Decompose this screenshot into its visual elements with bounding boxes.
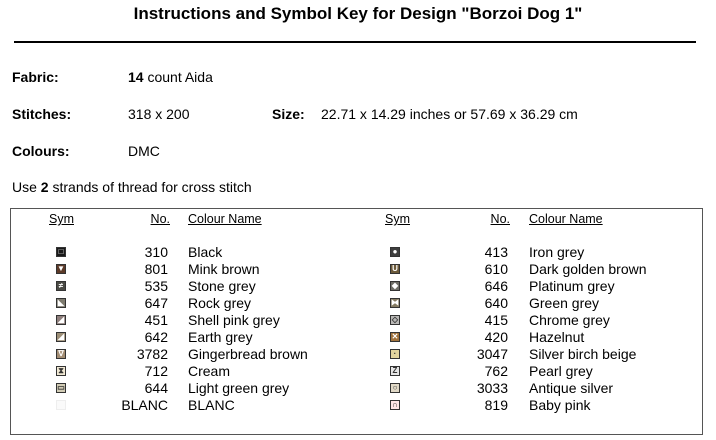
colour-name: BLANC — [188, 397, 235, 413]
colour-name: Iron grey — [529, 244, 585, 260]
colour-name: Shell pink grey — [188, 312, 280, 328]
colour-name: Platinum grey — [529, 278, 615, 294]
dmc-number: 420 — [484, 329, 508, 345]
color-symbol-icon: □ — [56, 247, 66, 257]
dmc-number: 310 — [144, 244, 168, 260]
colour-name: Chrome grey — [529, 312, 610, 328]
color-symbol-icon: ⧗ — [56, 366, 66, 376]
dmc-number: 646 — [484, 278, 508, 294]
dmc-number: BLANC — [121, 397, 168, 413]
color-symbol-icon: · — [390, 349, 400, 359]
colour-name: Dark golden brown — [529, 261, 647, 277]
strands-instruction — [12, 179, 252, 195]
dmc-number: 413 — [484, 244, 508, 260]
colour-name: Pearl grey — [529, 363, 593, 379]
colour-name: Silver birch beige — [529, 346, 637, 362]
stitches-label: Stitches: — [12, 106, 72, 122]
color-symbol-icon: ◇ — [391, 315, 399, 324]
dmc-number: 535 — [144, 278, 168, 294]
dmc-number: 3782 — [136, 346, 168, 362]
title-divider — [14, 41, 696, 43]
color-symbol-icon: ∩ — [390, 400, 400, 410]
color-symbol-icon: U — [390, 264, 400, 274]
strands-pre: Use — [12, 179, 41, 195]
dmc-number: 819 — [484, 397, 508, 413]
color-symbol-icon: ≠ — [56, 281, 66, 291]
colour-name: Green grey — [529, 295, 600, 311]
color-symbol-icon: ◢ — [57, 315, 65, 324]
dmc-number: 3033 — [476, 380, 508, 396]
colours-label: Colours: — [12, 143, 70, 159]
dmc-number: 644 — [144, 380, 168, 396]
dmc-number: 415 — [484, 312, 508, 328]
strands-post: strands of thread for cross stitch — [48, 179, 252, 195]
stitches-value: 318 x 200 — [128, 106, 190, 122]
header-no-right: No. — [490, 212, 510, 226]
colour-name: Antique silver — [529, 380, 614, 396]
header-name-left: Colour Name — [188, 212, 262, 226]
strands-count: 2 — [40, 179, 49, 195]
fabric-count: 14 — [128, 69, 144, 85]
dmc-number: 801 — [144, 261, 168, 277]
header-no-left: No. — [150, 212, 170, 226]
color-symbol-icon: ○ — [390, 383, 400, 393]
colours-value: DMC — [128, 143, 160, 159]
color-symbol-icon: ∇ — [56, 349, 66, 359]
fabric-label: Fabric: — [12, 69, 59, 85]
color-symbol-icon: ✕ — [391, 332, 399, 341]
dmc-number: 642 — [144, 329, 168, 345]
colour-name: Mink brown — [188, 261, 260, 277]
color-symbol-icon: ◆ — [391, 281, 399, 290]
page-title: Instructions and Symbol Key for Design "Borzoi Dog 1" — [133, 4, 583, 23]
header-sym-left: Sym — [49, 212, 74, 226]
colour-name: Baby pink — [529, 397, 591, 413]
header-sym-right: Sym — [385, 212, 410, 226]
color-symbol-icon: ◢ — [57, 332, 65, 341]
dmc-number: 647 — [144, 295, 168, 311]
color-symbol-icon — [56, 400, 66, 410]
size-label: Size: — [272, 106, 305, 122]
colour-name: Black — [188, 244, 223, 260]
dmc-number: 712 — [144, 363, 168, 379]
fabric-type: count Aida — [143, 69, 213, 85]
colour-name: Rock grey — [188, 295, 252, 311]
size-value: 22.71 x 14.29 inches or 57.69 x 36.29 cm — [321, 106, 578, 122]
dmc-number: 451 — [144, 312, 168, 328]
colour-name: Stone grey — [188, 278, 256, 294]
header-name-right: Colour Name — [529, 212, 603, 226]
color-symbol-icon: ● — [390, 247, 400, 257]
dmc-number: 610 — [484, 261, 508, 277]
fabric-value — [128, 69, 213, 85]
colour-name: Earth grey — [188, 329, 253, 345]
colour-name: Cream — [188, 363, 231, 379]
color-symbol-icon: ◣ — [57, 298, 65, 307]
dmc-number: 762 — [484, 363, 508, 379]
color-symbol-icon: ▭ — [57, 383, 65, 392]
color-symbol-icon: Z — [390, 366, 400, 376]
dmc-number: 640 — [484, 295, 508, 311]
colour-name: Hazelnut — [529, 329, 585, 345]
colour-name: Gingerbread brown — [188, 346, 308, 362]
color-symbol-icon: ⧓ — [391, 298, 399, 307]
colour-name: Light green grey — [188, 380, 290, 396]
dmc-number: 3047 — [476, 346, 508, 362]
color-symbol-icon: ▼ — [57, 264, 65, 273]
